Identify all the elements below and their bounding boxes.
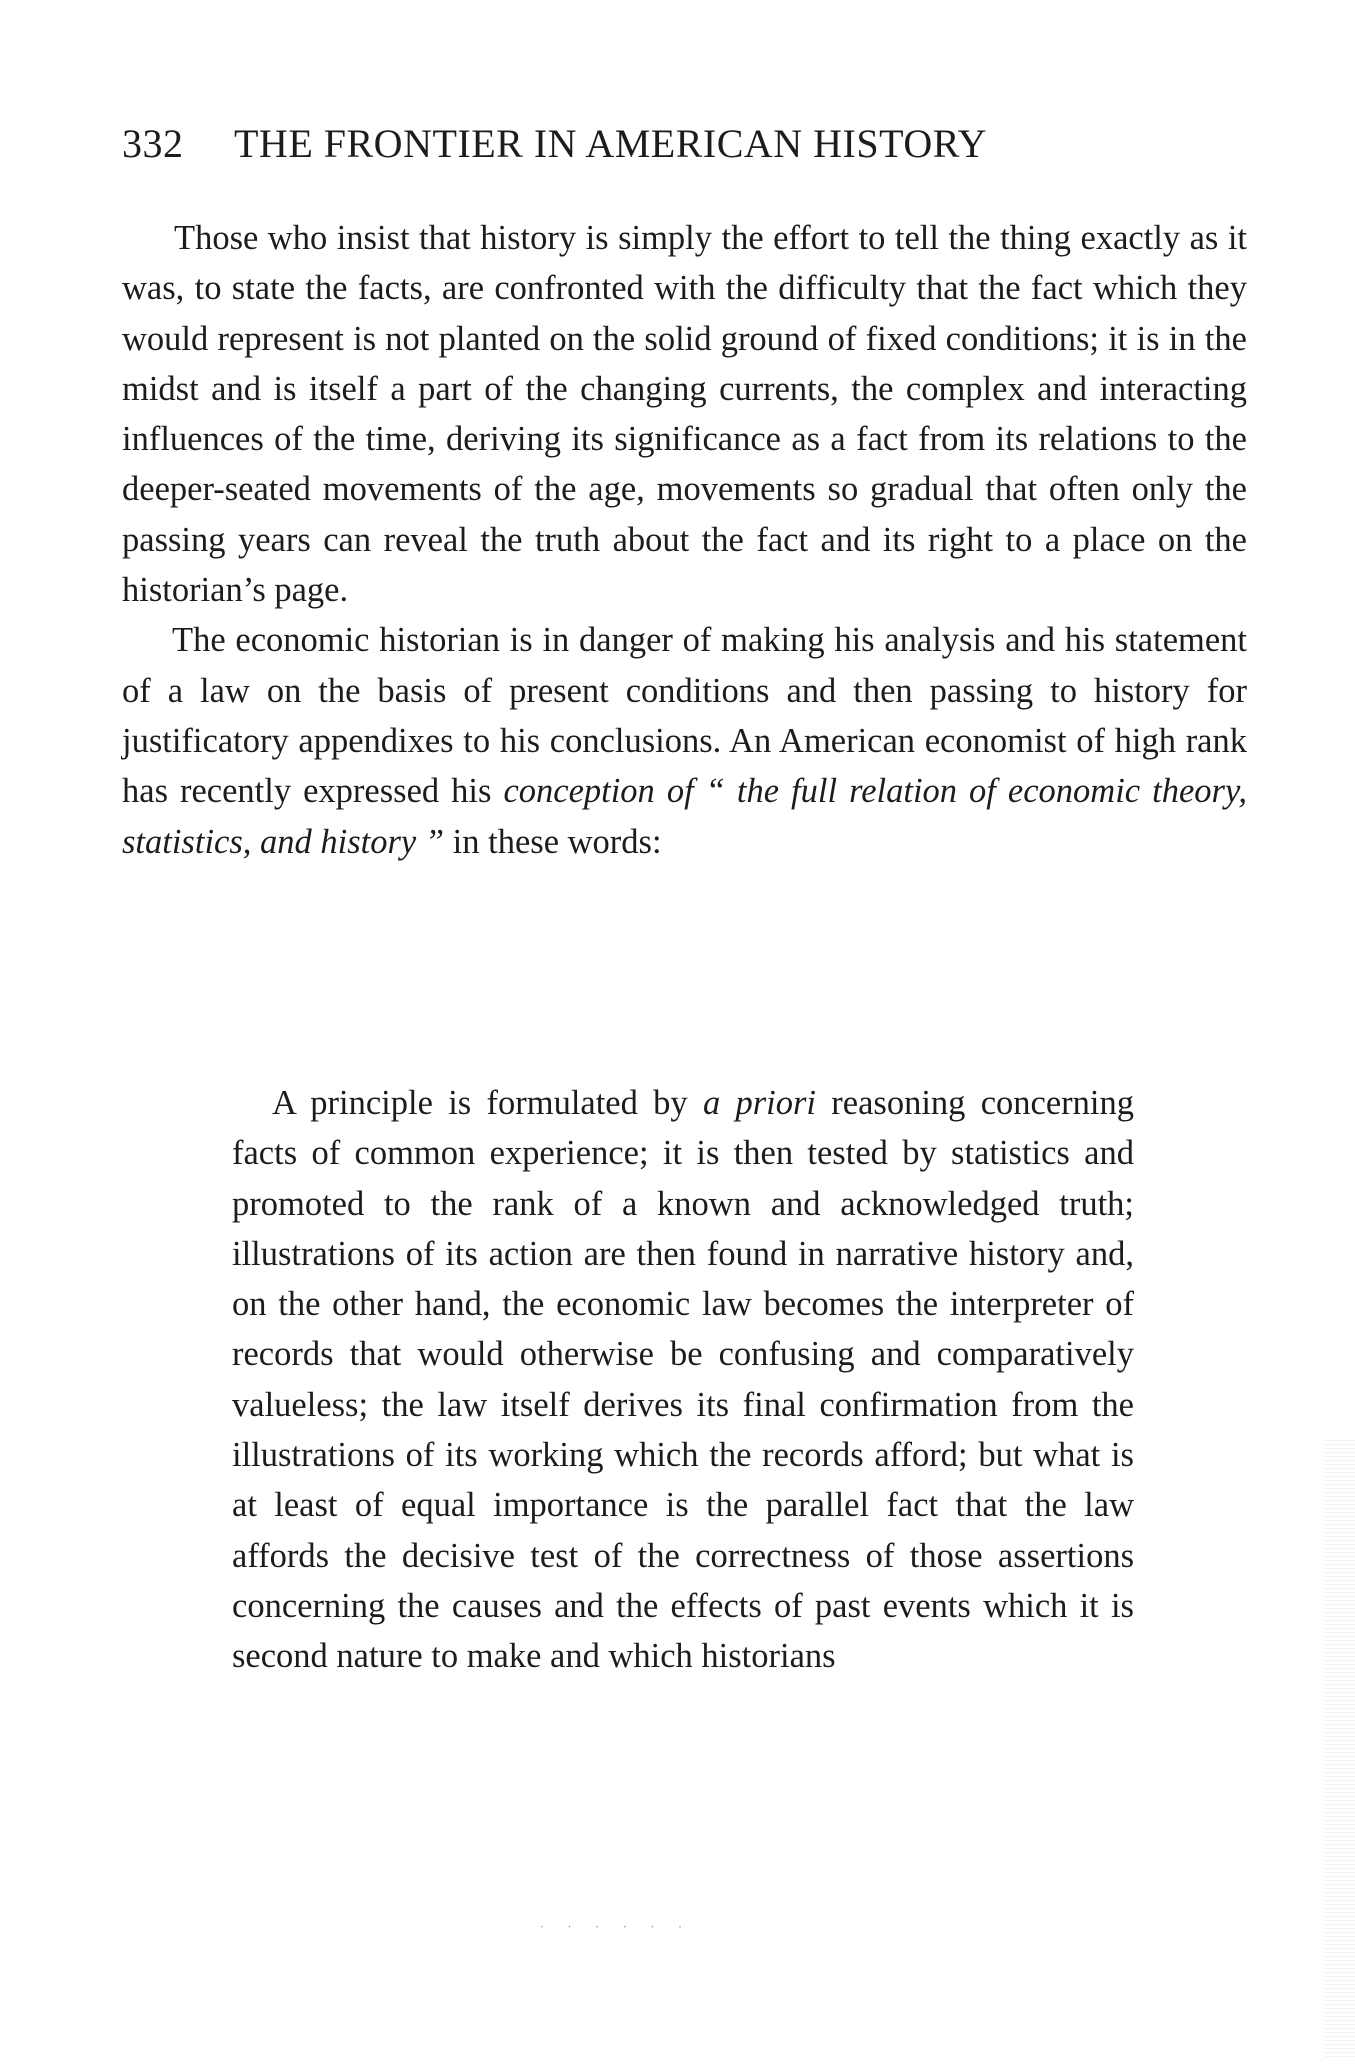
page-number: 332 [122, 121, 184, 166]
paragraph-2-text-before: The economic historian is in danger of making his analysis and his statement of a law on the basis of present conditions and then passing to history for justificatory appendixes to his conclusions. An American economist of high rank has recently expressed his [122, 621, 1247, 811]
paragraph-2 [122, 615, 1247, 866]
paragraph-2-italic-phrase: conception of “ the full relation of economic theory, statistics, and history ” [122, 772, 1247, 861]
quote-italic-a-priori: a priori [702, 1084, 817, 1122]
scan-edge-noise [1325, 1440, 1355, 2060]
quote-text-part-1: A principle is formulated by [272, 1084, 703, 1122]
paragraph-2-text-after: in these words: [444, 822, 662, 861]
block-quote [232, 1078, 1134, 1682]
quote-text-part-2: reasoning concerning facts of common experience; it is then tested by statistics and promoted to the rank of a known and acknowledged truth; illustrations of its action are then found in narrative history and, on the other hand, the economic law becomes the interpreter of records that would otherwise be confusing and comparatively valueless; the law itself derives its final confirmation from the illustrations of its working which the records afford; but what is at least of equal importance is the parallel fact that the law affords the decisive test of the correctness of those assertions concerning the causes and the effects of past events which it is second nature to make and which historians [232, 1084, 1134, 1676]
paragraph-1: Those who insist that history is simply the effort to tell the thing exactly as it was, to state the facts, are confronted with the difficulty that the fact which they would represent is not planted on the solid ground of fixed conditions; it is in the midst and is itself a part of the changing currents, the complex and interacting influences of the time, deriving its significance as a fact from its relations to the deeper-seated movements of the age, movements so gradual that often only the passing years can reveal the truth about the fact and its right to a place on the historian’s page. [122, 219, 1247, 610]
running-head [122, 120, 1122, 170]
body-text [122, 213, 1247, 867]
running-head-title: THE FRONTIER IN AMERICAN HISTORY [234, 121, 988, 166]
scan-artifact-dots: · · · · · · [540, 1920, 692, 1934]
